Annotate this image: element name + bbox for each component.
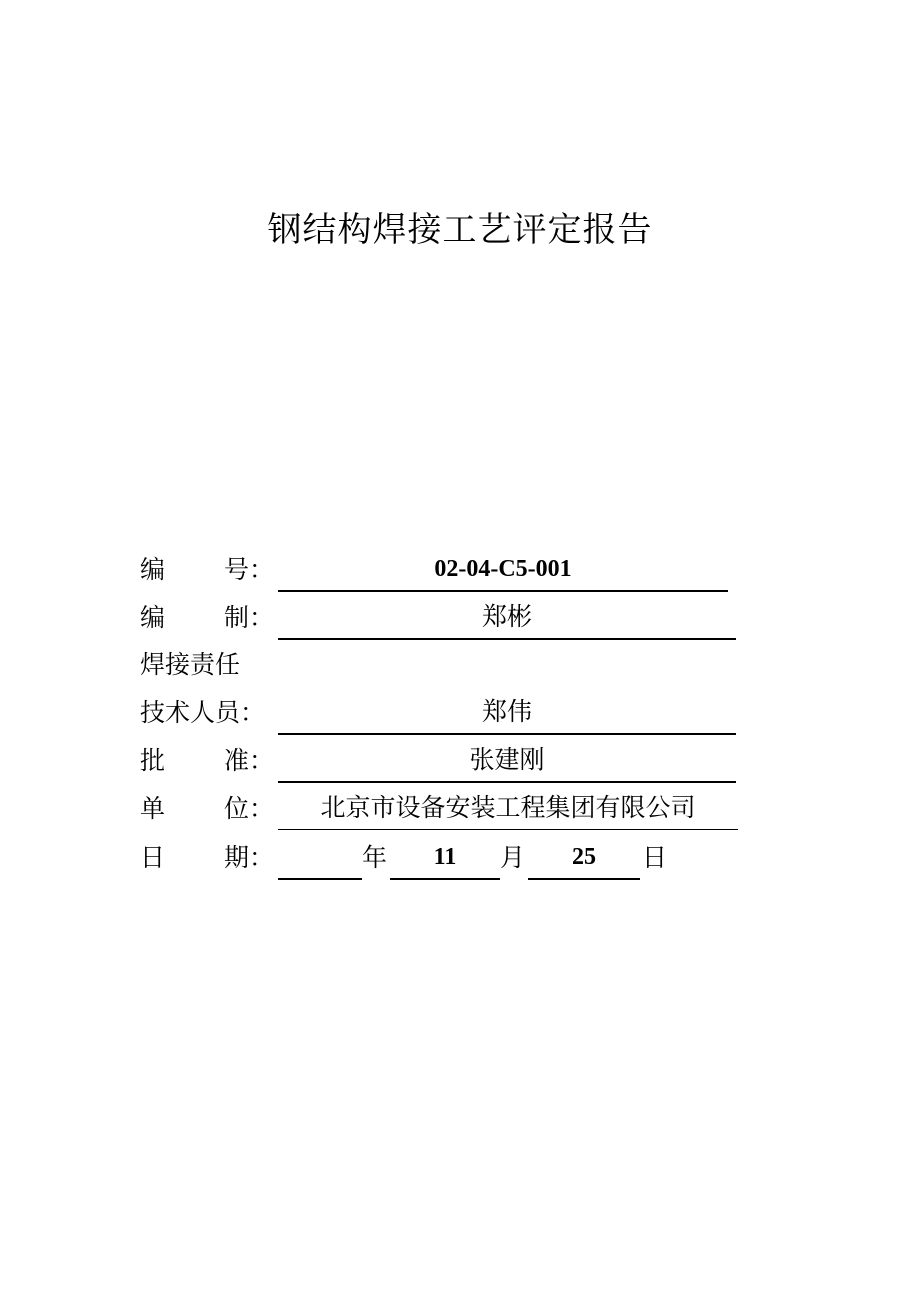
date-day-unit: 日 bbox=[642, 843, 668, 872]
organization-label: 单 位： bbox=[140, 794, 275, 823]
compiled-by-label: 编 制： bbox=[140, 603, 275, 632]
number-row bbox=[140, 550, 740, 590]
organization-field[interactable]: 北京市设备安装工程集团有限公司 bbox=[278, 791, 738, 830]
date-year-field[interactable] bbox=[278, 840, 362, 880]
welding-tech-field[interactable]: 郑伟 bbox=[278, 695, 736, 735]
approved-by-row bbox=[140, 741, 740, 781]
date-month-field[interactable]: 11 bbox=[390, 840, 500, 880]
compiled-by-row bbox=[140, 598, 740, 638]
date-row bbox=[140, 838, 740, 878]
organization-row bbox=[140, 789, 740, 829]
welding-tech-row bbox=[140, 693, 740, 733]
approved-by-label: 批 准： bbox=[140, 746, 275, 775]
welding-tech-label-line1-row bbox=[140, 645, 440, 685]
number-field[interactable]: 02-04-C5-001 bbox=[278, 552, 728, 592]
welding-tech-label-line1: 焊接责任 bbox=[140, 650, 241, 679]
date-year-unit: 年 bbox=[362, 843, 388, 872]
date-month-unit: 月 bbox=[500, 843, 526, 872]
report-title: 钢结构焊接工艺评定报告 bbox=[267, 210, 653, 250]
compiled-by-field[interactable]: 郑彬 bbox=[278, 600, 736, 640]
date-label: 日 期： bbox=[140, 843, 275, 872]
number-label: 编 号： bbox=[140, 555, 275, 584]
welding-tech-label-line2: 技术人员： bbox=[140, 698, 266, 727]
approved-by-field[interactable]: 张建刚 bbox=[278, 743, 736, 783]
date-day-field[interactable]: 25 bbox=[528, 840, 640, 880]
